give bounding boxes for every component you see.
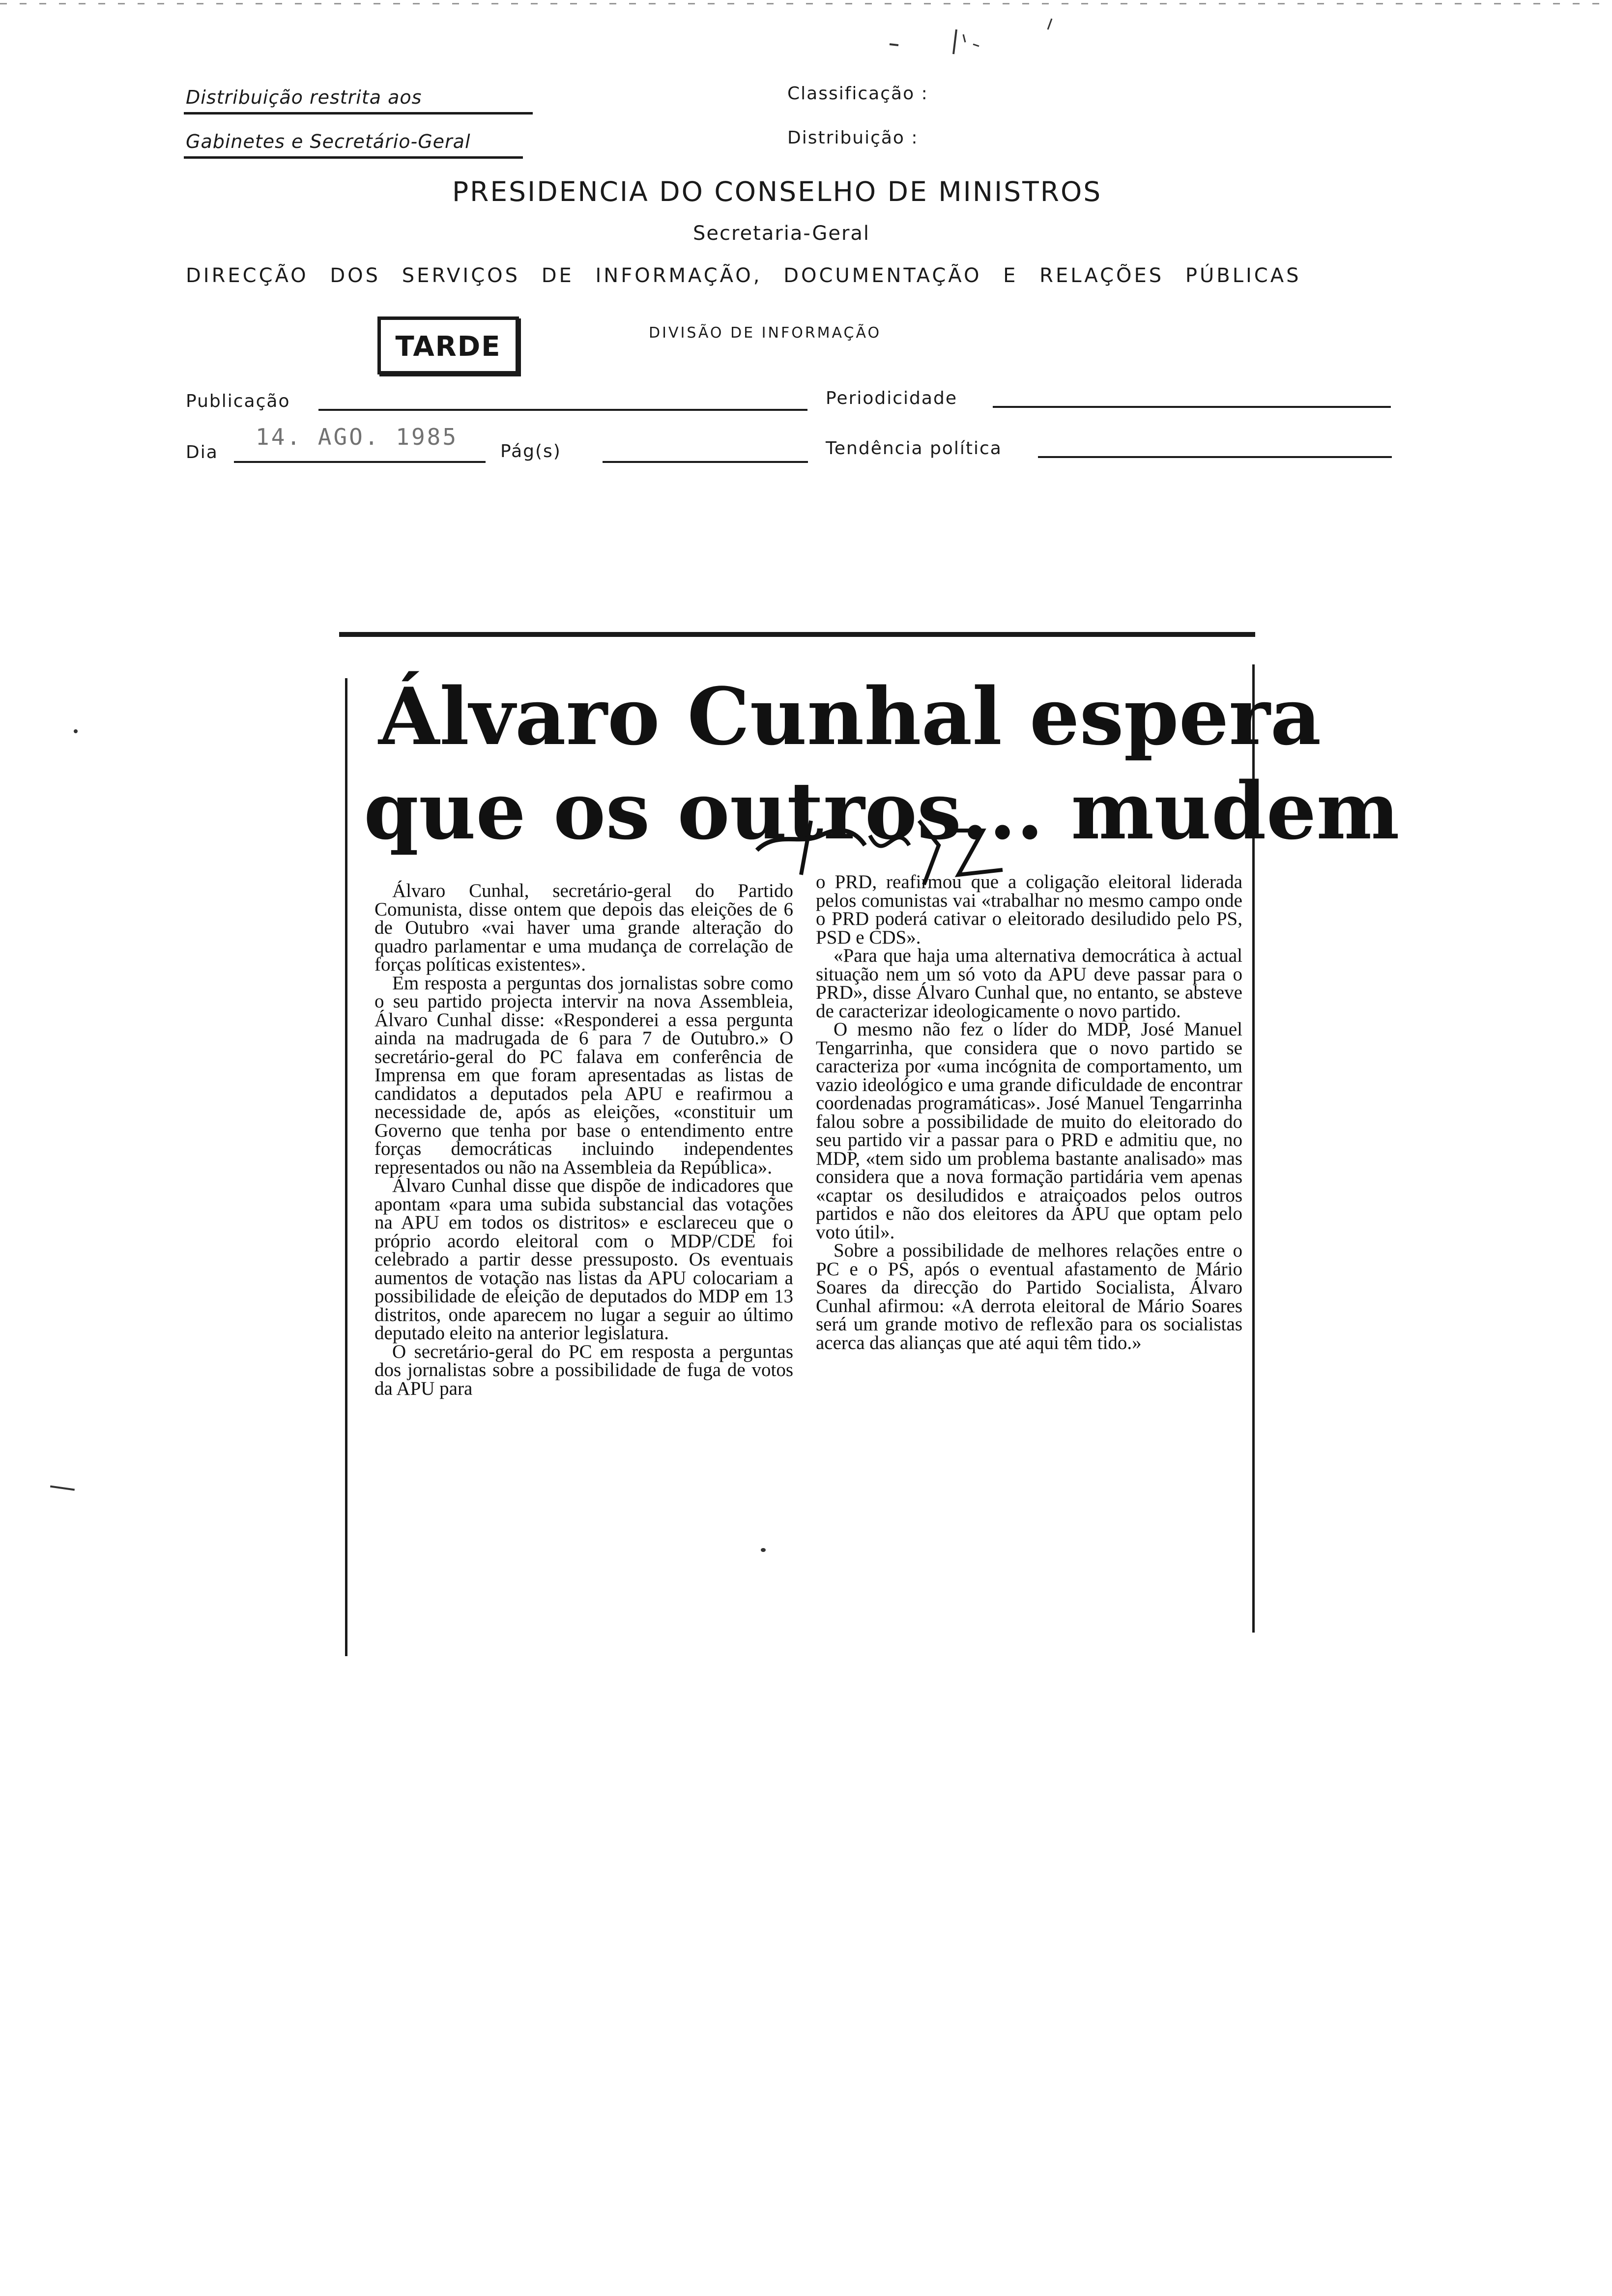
paragraph: Em resposta a perguntas dos jornalistas sobre como o seu partido projecta intervir na nova Assembleia, Álvaro Cunhal disse: «Responderei a essa pergunta ainda na madrugada de 6 para 7 de Outubro.» O secretário-geral do PC falava em conferência de Imprensa em que foram apresentadas as listas de candidatos a deputados pela APU e reafirmou a necessidade de, após as eleições, «constituir um Governo que tenha por base o entendimento entre forças democráticas incluindo independentes representados ou não na Assembleia da República». — [374, 972, 793, 1178]
pages-label: Pág(s) — [500, 441, 561, 461]
scan-mark-left — [50, 1486, 75, 1491]
day-label: Dia — [186, 442, 218, 462]
day-field[interactable] — [234, 461, 486, 463]
presidency-title: PRESIDENCIA DO CONSELHO DE MINISTROS — [452, 176, 1102, 207]
scan-dot — [74, 729, 78, 733]
distribution-underline-1 — [184, 112, 533, 115]
article-column-right — [816, 873, 1242, 1352]
distribution-underline-2 — [184, 156, 523, 159]
scan-edge-line — [0, 3, 1612, 4]
distribution-restricted-line: Distribuição restrita aos — [186, 86, 422, 108]
paragraph: Álvaro Cunhal disse que dispõe de indicadores que apontam «para uma subida substancial das votações na APU em todos os distritos» e esclareceu que o próprio acordo eleitoral com o MDP/CDE foi celebrado a partir desse pressuposto. Os eventuais aumentos de votação nas listas da APU colocariam a possibilidade de eleição de deputados do MDP em 13 distritos, onde aparecem no lugar a seguir ao último deputado eleito na anterior legislatura. — [374, 1175, 793, 1344]
political-tendency-label: Tendência política — [826, 438, 1002, 459]
clipping-left-rule — [345, 678, 347, 1656]
pages-field[interactable] — [603, 461, 808, 463]
paragraph: Sobre a possibilidade de melhores relações entre o PC e o PS, após o eventual afastamento de Mário Soares da direcção do Partido Socialista, Álvaro Cunhal afirmou: «A derrota eleitoral de Mário Soares será um grande motivo de reflexão para os socialistas acerca das alianças que até aqui têm tido.» — [816, 1240, 1242, 1353]
paragraph: o PRD, reafirmou que a coligação eleitoral liderada pelos comunistas vai «trabalhar no mesmo campo onde o PRD poderá cativar o eleitorado desiludido pelo PS, PSD e CDS». — [816, 871, 1242, 948]
periodicity-field[interactable] — [993, 406, 1391, 408]
paragraph: O mesmo não fez o líder do MDP, José Manuel Tengarrinha, que considera que o novo partido se caracteriza por «uma incógnita de comportamento, um vazio ideológico e uma grande dificuldade de encontrar coordenadas programáticas». José Manuel Tengarrinha falou sobre a possibilidade de muito do eleitorado do seu partido vir a passar para o PRD e admitiu que, no MDP, «tem sido um problema bastante analisado» mas considera que a nova formação partidária vem apenas «captar os desiludidos e atraiçoados pelos outros partidos e não dos eleitores da APU que optam pelo voto útil». — [816, 1019, 1242, 1243]
periodicity-label: Periodicidade — [826, 388, 957, 408]
publication-label: Publicação — [186, 391, 290, 411]
day-stamp-value: 14. AGO. 1985 — [256, 424, 459, 450]
publication-field[interactable] — [318, 409, 807, 411]
scan-mark-top-right — [875, 15, 1071, 59]
distribution-label: Distribuição : — [787, 128, 919, 148]
paragraph: Álvaro Cunhal, secretário-geral do Partido Comunista, disse ontem que depois das eleições de 6 de Outubro «vai haver uma grande alteração do quadro parlamentar e uma mudança de correlação de forças políticas existentes». — [374, 880, 793, 975]
classification-label: Classificação : — [787, 84, 928, 104]
scan-dot — [761, 1548, 766, 1552]
clipping-top-rule — [339, 632, 1255, 637]
political-tendency-field[interactable] — [1038, 456, 1392, 458]
publication-stamp-text: TARDE — [395, 331, 501, 363]
directorate-title: DIRECÇÃO DOS SERVIÇOS DE INFORMAÇÃO, DOCUMENTAÇÃO E RELAÇÕES PÚBLICAS — [186, 264, 1301, 287]
article-column-left — [374, 882, 793, 1398]
paragraph: O secretário-geral do PC em resposta a perguntas dos jornalistas sobre a possibilidade de fuga de votos da APU para — [374, 1341, 793, 1399]
division-title: DIVISÃO DE INFORMAÇÃO — [649, 324, 882, 342]
paragraph: «Para que haja uma alternativa democrática à actual situação nem um só voto da APU deve passar para o PRD», disse Álvaro Cunhal que, no entanto, se absteve de caracterizar ideologicamente o novo partido. — [816, 945, 1242, 1022]
headline-line-2: que os outros... mudem — [364, 765, 1400, 857]
headline-line-1: Álvaro Cunhal espera — [378, 670, 1322, 763]
distribution-cabinets-line: Gabinetes e Secretário-Geral — [186, 131, 471, 152]
secretariat-title: Secretaria-Geral — [693, 222, 870, 245]
publication-stamp-box — [377, 316, 519, 374]
